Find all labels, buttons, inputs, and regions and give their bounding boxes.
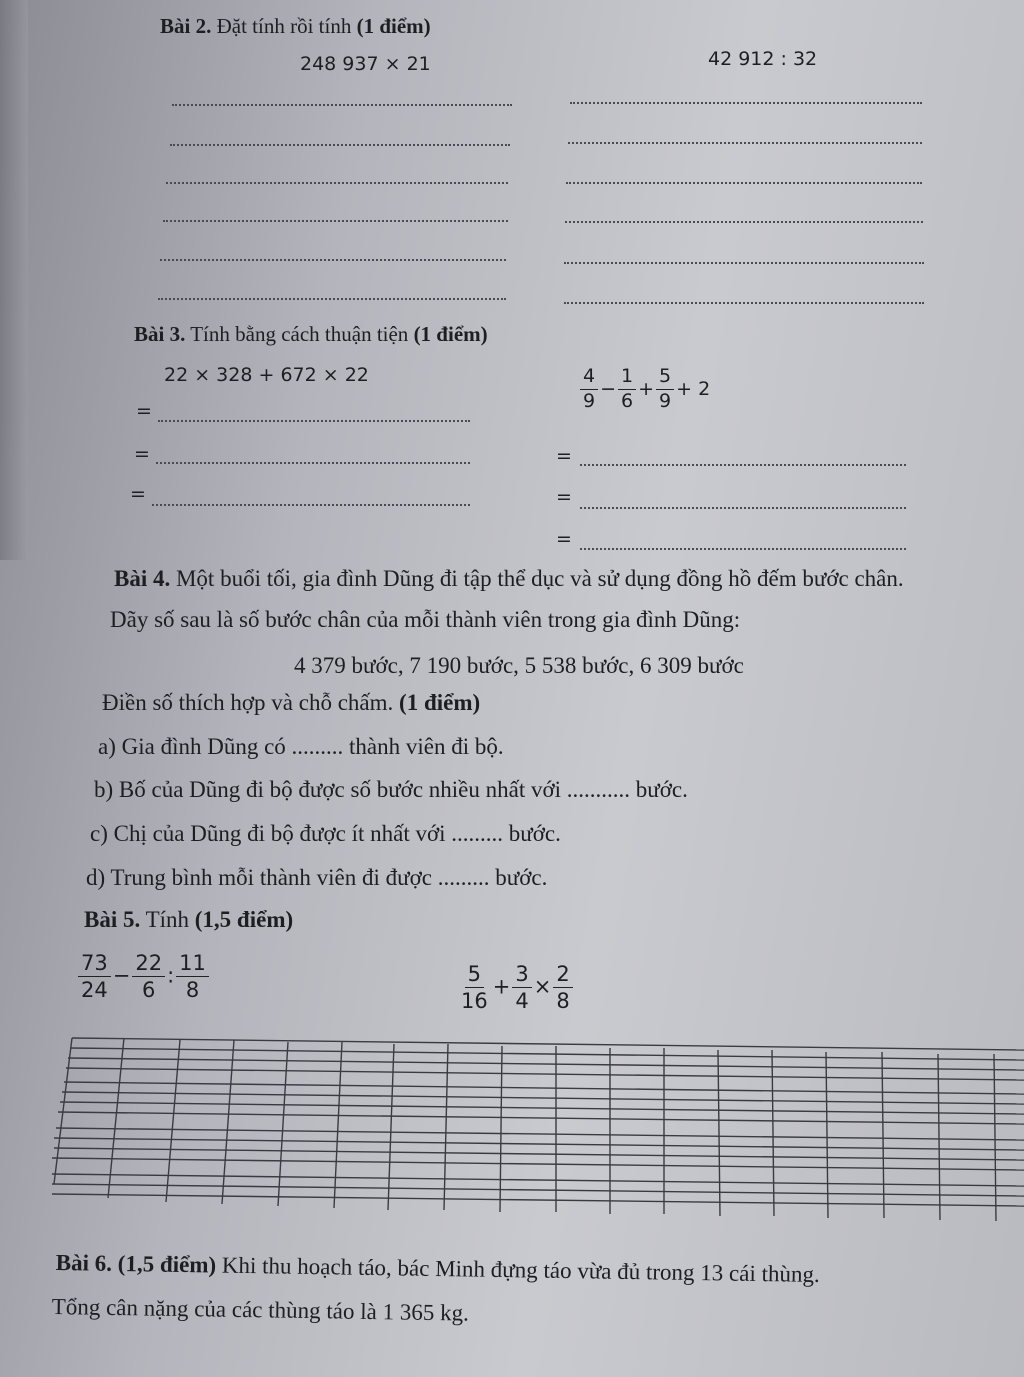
bai3-number: Bài 3. [134,322,186,346]
fraction: $\frac{3}{4}$ [512,963,531,1012]
answer-line[interactable] [166,182,508,184]
bai2-points: (1 điểm) [356,14,431,38]
bai6-line-2: Tổng cân nặng của các thùng táo là 1 365 kg. [51,1294,470,1326]
answer-line[interactable] [580,507,906,509]
equals-sign: = [556,486,572,508]
bai2-expr-divide: 42 912 : 32 [708,48,818,70]
equals-sign: = [136,400,152,422]
bai4-item-a[interactable]: a) Gia đình Dũng có ......... thành viên đi bộ. [98,734,504,759]
answer-line[interactable] [156,462,470,464]
bai4-item-b[interactable]: b) Bố của Dũng đi bộ được số bước nhiều nhất với ........... bước. [94,777,688,802]
equals-sign: = [130,483,146,505]
fraction: $\frac{11}{8}$ [176,952,209,1001]
fraction: $\frac{1}{6}$ [618,367,636,412]
answer-line[interactable] [564,262,924,264]
bai3-points: (1 điểm) [413,322,488,346]
answer-line[interactable] [152,504,470,506]
writing-grid[interactable] [52,1036,1024,1221]
answer-line[interactable] [163,220,508,222]
bai6-heading: Bài 6. (1,5 điểm) [55,1250,217,1278]
bai2-expr-multiply: 248 937 × 21 [300,53,431,75]
fraction: $\frac{22}{6}$ [132,952,165,1001]
equals-sign: = [134,443,150,465]
bai4-line-1: Bài 4. Một buổi tối, gia đình Dũng đi tập thể dục và sử dụng đồng hồ đếm bước chân. [114,566,904,591]
answer-line[interactable] [580,548,906,550]
fraction: $\frac{4}{9}$ [580,367,598,412]
fraction: $\frac{2}{8}$ [553,963,572,1012]
bai2-heading [160,14,431,39]
answer-line[interactable] [160,259,506,261]
bai4-number: Bài 4. [114,566,171,591]
answer-line[interactable] [172,104,512,106]
answer-line[interactable] [566,182,922,184]
bai4-item-c[interactable]: c) Chị của Dũng đi bộ được ít nhất với ......... bước. [90,821,561,846]
equals-sign: = [556,528,572,550]
writing-grid-lines [52,1036,1024,1221]
bai2-title: Đặt tính rồi tính [211,14,357,38]
answer-line[interactable] [158,420,470,422]
fraction: $\frac{73}{24}$ [78,952,111,1001]
answer-line[interactable] [580,464,906,466]
bai3-expr-2: $\frac{4}{9}$ − $\frac{1}{6}$ + $\frac{5}{9}$ + 2 [578,367,710,412]
answer-line[interactable] [564,302,924,304]
bai5-heading: Bài 5. Tính (1,5 điểm) [84,907,294,932]
answer-line[interactable] [158,298,506,300]
bai2-number: Bài 2. [160,14,212,38]
answer-line[interactable] [568,142,922,144]
answer-line[interactable] [170,144,510,146]
fraction: $\frac{5}{16}$ [461,962,488,1014]
page-fold-shadow [0,0,28,560]
answer-line[interactable] [565,221,923,223]
bai4-instruction: Điền số thích hợp và chỗ chấm. (1 điểm) [102,690,481,715]
bai4-line-2: Dãy số sau là số bước chân của mỗi thành viên trong gia đình Dũng: [110,607,741,632]
bai6-line-1: Bài 6. (1,5 điểm) Khi thu hoạch táo, bác Minh đựng táo vừa đủ trong 13 cái thùng. [55,1250,820,1287]
bai5-number: Bài 5. [84,907,141,932]
bai3-expr-1: 22 × 328 + 672 × 22 [164,364,369,386]
bai3-title: Tính bằng cách thuận tiện [185,322,414,346]
bai3-heading [134,322,488,347]
bai5-expr-1: $\frac{73}{24}$ − $\frac{22}{6}$ : $\frac{11}{8}$ [76,952,211,1001]
equals-sign: = [556,445,572,467]
bai4-item-d[interactable]: d) Trung bình mỗi thành viên đi được ......... bước. [86,865,548,890]
bai5-expr-2: $\frac{5}{16}$ + $\frac{3}{4}$ × $\frac{2}{8}$ [456,963,575,1012]
bai4-steps: 4 379 bước, 7 190 bước, 5 538 bước, 6 309 bước [294,653,744,678]
answer-line[interactable] [570,102,922,104]
fraction: $\frac{5}{9}$ [656,367,674,412]
